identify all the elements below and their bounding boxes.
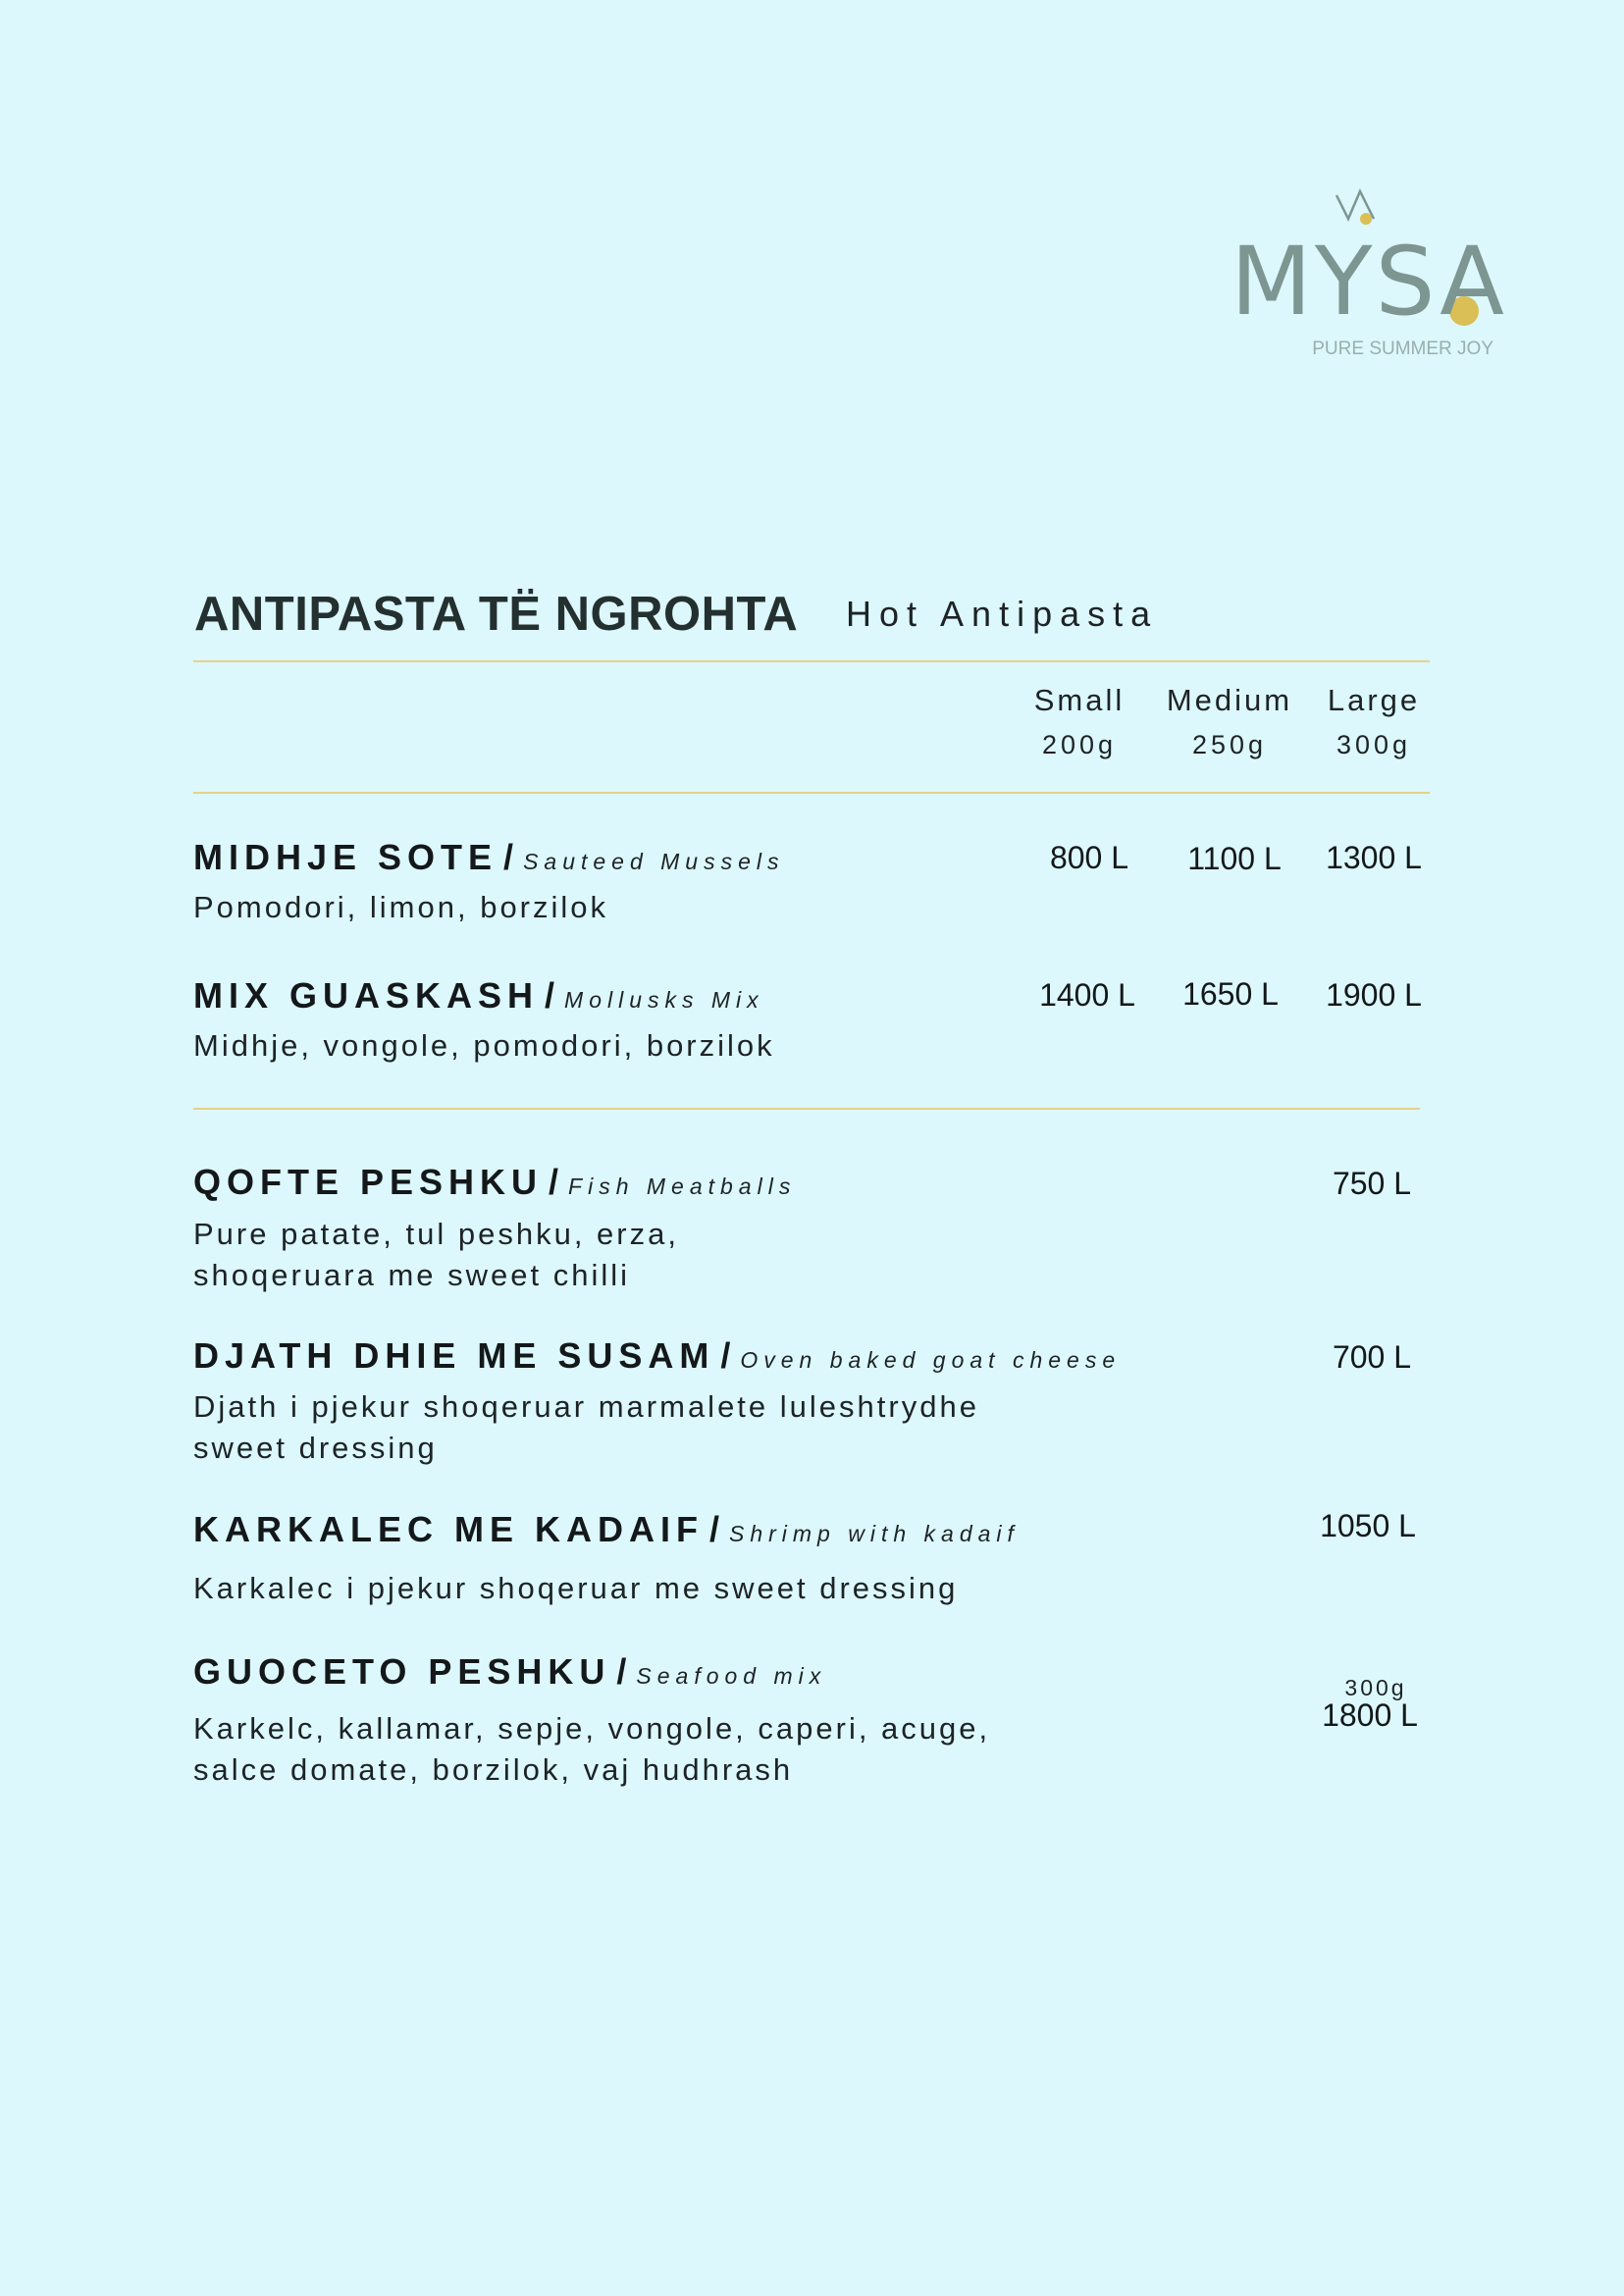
section-title: ANTIPASTA TË NGROHTA [194,588,799,641]
size-label-medium: Medium [1166,683,1293,717]
brand-logo [1227,182,1511,368]
menu-item-name: QOFTE PESHKU / Fish Meatballs [193,1162,797,1202]
size-weight-medium: 250g [1191,730,1268,759]
divider [193,1108,1420,1110]
menu-item-name: MIX GUASKASH / Mollusks Mix [193,975,764,1016]
menu-item-description: Djath i pjekur shoqeruar marmalete luleshtrydhe sweet dressing [193,1389,979,1465]
menu-item-name: MIDHJE SOTE / Sauteed Mussels [193,837,785,877]
section-subtitle: Hot Antipasta [846,594,1159,634]
price: 750 L [1332,1166,1412,1201]
price: 700 L [1332,1339,1412,1375]
menu-item-english: Seafood mix [636,1663,827,1689]
menu-item-name: KARKALEC ME KADAIF / Shrimp with kadaif [193,1509,1020,1549]
menu-item-english: Sauteed Mussels [523,849,785,874]
price-small: 1400 L [1039,977,1135,1013]
size-label-large: Large [1327,683,1421,717]
menu-item-description: Midhje, vongole, pomodori, borzilok [193,1028,775,1063]
divider [193,792,1430,794]
menu-item-english: Fish Meatballs [568,1174,797,1199]
portion-weight: 300g [1344,1675,1407,1700]
price: 1800 L [1322,1697,1418,1733]
menu-item-description: Karkelc, kallamar, sepje, vongole, caperi, acuge, salce domate, borzilok, vaj hudhrash [193,1711,991,1787]
menu-item-name: GUOCETO PESHKU / Seafood mix [193,1651,827,1692]
brand-tagline: PURE SUMMER JOY [1312,339,1493,359]
price-large: 1900 L [1326,977,1422,1013]
menu-item-english: Mollusks Mix [564,987,764,1013]
menu-item-description: Pomodori, limon, borzilok [193,890,609,924]
menu-item-description: Karkalec i pjekur shoqeruar me sweet dressing [193,1571,959,1605]
menu-item-english: Shrimp with kadaif [729,1521,1020,1546]
menu-item-english: Oven baked goat cheese [740,1347,1122,1373]
menu-item-name: DJATH DHIE ME SUSAM / Oven baked goat cheese [193,1335,1122,1376]
brand-name: MYSA [1231,227,1507,337]
divider [193,660,1430,662]
menu-item-description: Pure patate, tul peshku, erza, shoqeruara me sweet chilli [193,1217,679,1292]
price: 1050 L [1320,1508,1416,1543]
price-medium: 1650 L [1182,976,1279,1012]
price-small: 800 L [1049,840,1129,875]
price-large: 1300 L [1326,840,1422,875]
size-label-small: Small [1033,683,1126,717]
size-weight-large: 300g [1336,730,1412,759]
size-weight-small: 200g [1041,730,1118,759]
price-medium: 1100 L [1187,841,1282,876]
